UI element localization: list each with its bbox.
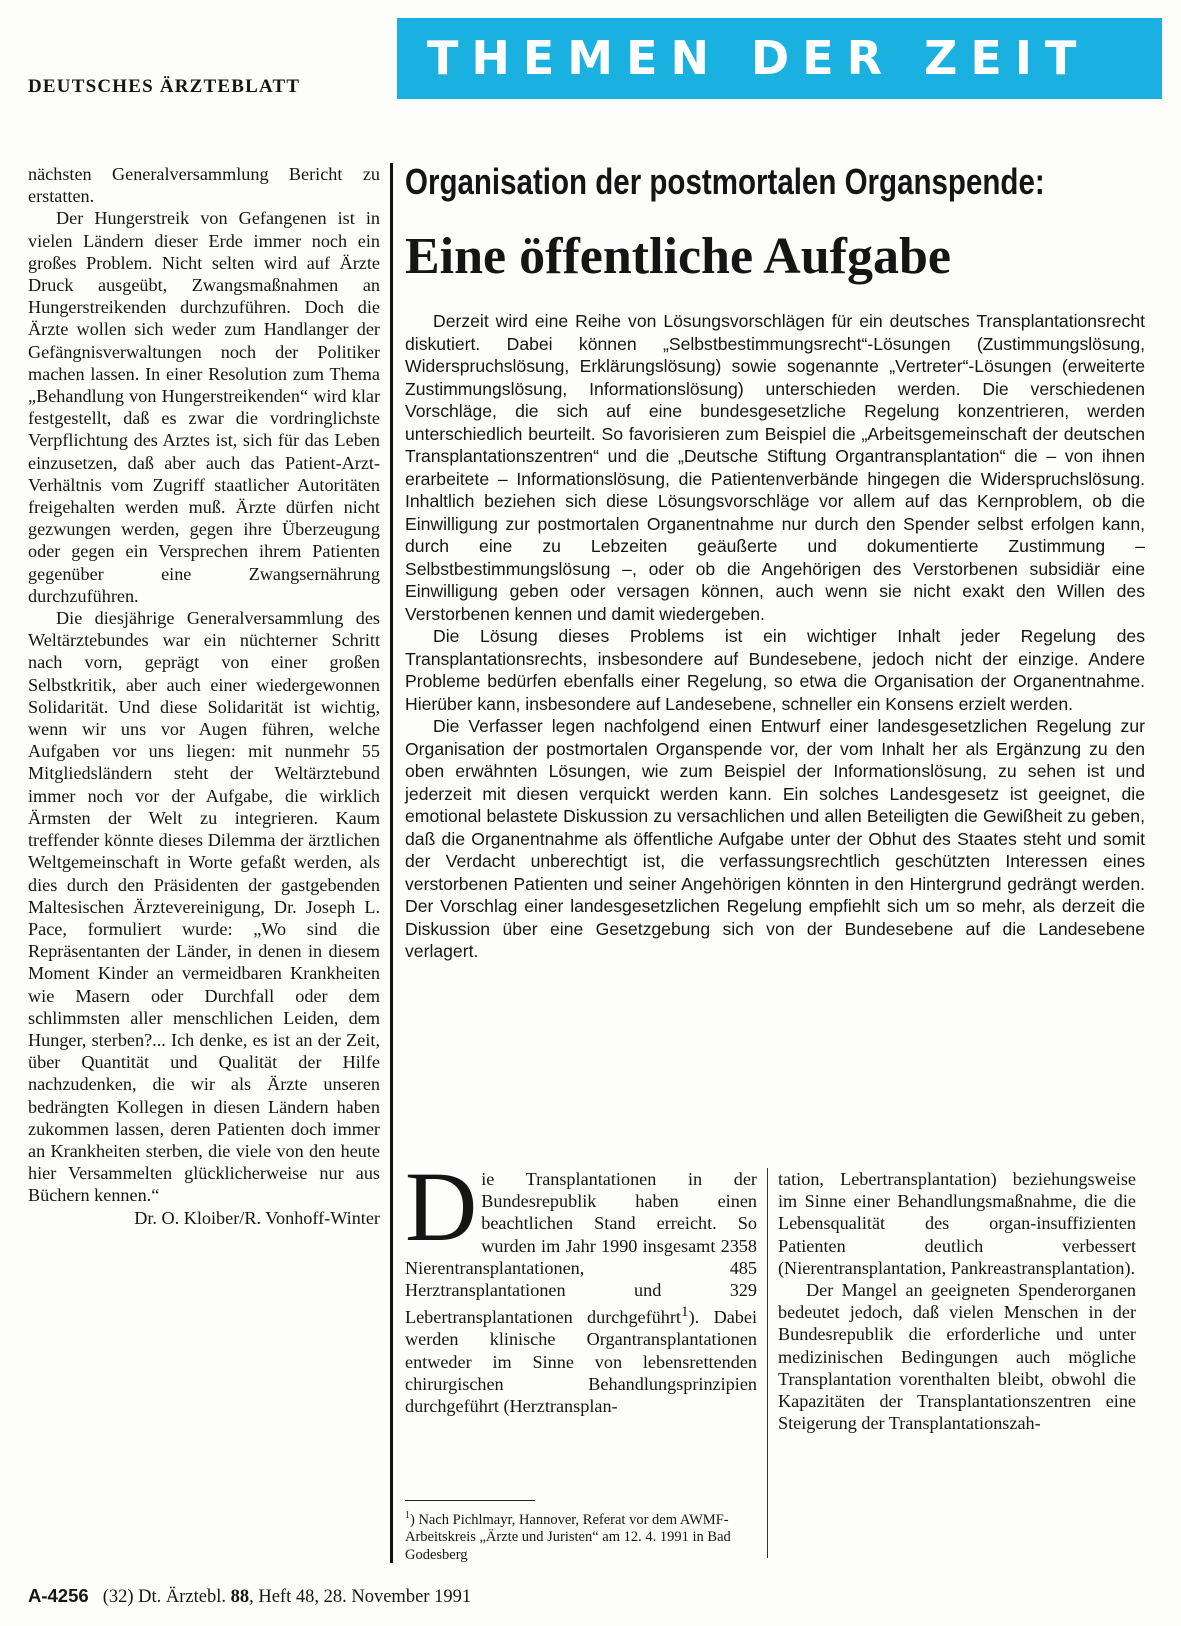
column-divider-thin [767,1168,768,1558]
body-column-middle [405,1151,758,1417]
left-paragraph-2: Der Hungerstreik von Gefangenen ist in vielen Ländern dieser Erde immer noch ein großes Problem. Nicht selten wird auf Ärzte Druck ausgeübt, Zwangsmaßnahmen an Hungerstreikenden durchzuführen. Doch die Ärzte wollen sich weder zum Handlanger der Gefängnisverwaltungen noch der Politiker machen lassen. In einer Resolution zum Thema „Behandlung von Hungerstreikenden“ wird klar festgestellt, daß es zwar die vordringlichste Verpflichtung des Arztes ist, sich für das Leben einzusetzen, daß aber auch das Patient-Arzt-Verhältnis vom Zugriff staatlicher Autoritäten freigehalten werden muß. Ärzte dürfen nicht gezwungen werden, gegen ihre Überzeugung oder gegen ein Versprechen ihrem Patienten gegenüber eine Zwangsernährung durchzuführen. [28,208,380,606]
footnote-mark: 1 [405,1510,410,1521]
body-text-middle: ie Transplantationen in der Bundesrepublik haben einen beachtlichen Stand erreicht. So wurden im Jahr 1990 insgesamt 2358 Nierentransplantationen, 485 Herztransplantationen und 329 Lebertransplantationen durchgeführt [405,1169,757,1328]
journal-name: DEUTSCHES ÄRZTEBLATT [28,76,301,97]
left-paragraph-1: nächsten Generalversammlung Bericht zu erstatten. [28,164,380,207]
page-number: A-4256 [28,1585,89,1606]
footnote-reference: 1 [681,1303,689,1321]
column-divider [390,163,393,1563]
drop-cap: D [405,1151,478,1262]
section-banner: THEMEN DER ZEIT [397,18,1162,99]
left-paragraph-3: Die diesjährige Generalversammlung des Weltärztebundes war ein nüchterner Schritt nach vorn, geprägt von einer großen Selbstkritik, aber auch einer wiedergewonnen Solidarität. Und diese Solidarität ist wichtig, wenn wir uns vor Augen führen, welche Aufgaben vor uns liegen: mit nunmehr 55 Mitgliedsländern steht der Weltärztebund immer noch vor der Aufgabe, die wirklich Ärmsten der Welt zu integrieren. Kaum treffender könnte dieses Dilemma der ärztlichen Weltgemeinschaft in Worte gefaßt werden, als dies durch den Präsidenten der gastgebenden Maltesischen Ärztevereinigung, Dr. Joseph L. Pace, formuliert wurde: „Wo sind die Repräsentanten der Länder, in denen in diesem Moment Kinder an vermeidbaren Krankheiten wie Masern oder Durchfall oder dem schlimmsten aller menschlichen Leiden, dem Hunger, sterben?... Ich denke, es ist an der Zeit, über Quantität und Qualität der Hilfe nachzudenken, die wir als Ärzte unseren bedrängten Kollegen in diesen Ländern haben zukommen lassen, deren Patienten doch immer an Krankheiten sterben, die viele von den heute hier Versammelten glücklicherweise nur aus Büchern kennen.“ [28,608,380,1206]
page-footer [28,1585,471,1608]
lead-paragraph-3: Die Verfasser legen nachfolgend einen Entwurf einer landesgesetzlichen Regelung zur Organisation der postmortalen Organspende vor, der vom Inhalt her als Ergänzung zu den oben erwähnten Lösungen, wie zum Beispiel der Informationslösung, zu sehen ist und jederzeit mit diesen verquickt werden kann. Ein solches Landesgesetz ist geeignet, die emotional belastete Diskussion zu versachlichen und allen Beteiligten die Gewißheit zu geben, daß die Organentnahme als öffentliche Aufgabe unter der Obhut des Staates steht und somit der Verdacht unberechtigt ist, die verfassungsrechtlich geschützten Interessen eines verstorbenen Patienten und seiner Angehörigen könnten in den Hintergrund gedrängt werden. Der Vorschlag einer landesgesetzlichen Regelung empfiehlt sich um so mehr, als derzeit die Diskussion über eine Gesetzgebung sich von der Bundesebene auf die Landesebene verlagert. [405,716,1145,961]
left-author: Dr. O. Kloiber/R. Vonhoff-Winter [134,1207,380,1228]
body-text-right-1: tation, Lebertransplantation) beziehungsweise im Sinne einer Behandlungsmaßnahme, die die Lebensqualität des organ-insuffizienten Patienten deutlich verbessert (Nierentransplantation, Pankreastransplantation). [778,1169,1136,1278]
lead-paragraph-1: Derzeit wird eine Reihe von Lösungsvorschlägen für ein deutsches Transplantationsrecht diskutiert. Dabei können „Selbstbestimmungsrecht“-Lösungen (Zustimmungslösung, Widerspruchslösung, Erklärungslösung) sowie sogenannte „Vertreter“-Lösungen (erweiterte Zustimmungslösung, Informationslösung) unterschieden werden. Die verschiedenen Vorschläge, die sich auf eine bundesgesetzliche Regelung konzentrieren, werden unterschiedlich beurteilt. So favorisieren zum Beispiel die „Arbeitsgemeinschaft der deutschen Transplantationszentren“ und die „Deutsche Stiftung Organtransplantation“ die – von ihnen erarbeitete – Informationslösung, die Patientenverbände hingegen die Widerspruchslösung. Inhaltlich beziehen sich diese Lösungsvorschläge vor allem auf das Kernproblem, ob die Einwilligung zur postmortalen Organentnahme nur durch den Spender selbst erfolgen kann, durch eine zu Lebzeiten geäußerte und dokumentierte Zustimmung – Selbstbestimmungslösung –, oder ob die Angehörigen des Verstorbenen subsidiär eine Einwilligung geben oder versagen können, auch wenn sie nicht exakt den Willen des Verstorbenen kennen und damit wiedergeben. [405,311,1145,624]
citation-pre: (32) Dt. Ärztebl. [102,1587,226,1607]
citation-post: , Heft 48, 28. November 1991 [249,1587,472,1607]
body-column-right [778,1168,1136,1434]
body-text-middle-cont: ). Dabei werden klinische Organtransplantationen entweder im Sinne von lebensrettenden chirurgischen Behandlungsprinzipien durchgeführt (Herztransplan- [405,1307,758,1417]
footnote [405,1507,757,1564]
article-kicker: Organisation der postmortalen Organspende: [405,161,1045,202]
article-lead [405,310,1145,963]
footnote-divider [405,1500,535,1501]
footnote-text: ) Nach Pichlmayr, Hannover, Referat vor dem AWMF-Arbeitskreis „Ärzte und Juristen“ am 12. 4. 1991 in Bad Godesberg [405,1511,731,1563]
lead-paragraph-2: Die Lösung dieses Problems ist ein wichtiger Inhalt jeder Regelung des Transplantationsrechts, insbesondere auf Bundesebene, jedoch nicht der einzige. Andere Probleme bedürfen ebenfalls einer Regelung, so etwa die Organisation der Organentnahme. Hierüber kann, insbesondere auf Landesebene, schneller ein Konsens erzielt werden. [405,626,1145,714]
left-column [28,163,380,1573]
article-headline: Eine öffentliche Aufgabe [405,228,951,285]
body-text-right-2: Der Mangel an geeigneten Spenderorganen bedeutet jedoch, daß vielen Menschen in der Bundesrepublik die erforderliche und unter medizinischen Bedingungen auch mögliche Transplantation vorenthalten bleibt, obwohl die Kapazitäten der Transplantationszentren eine Steigerung der Transplantationszah- [778,1280,1136,1434]
citation-volume: 88 [230,1587,250,1607]
